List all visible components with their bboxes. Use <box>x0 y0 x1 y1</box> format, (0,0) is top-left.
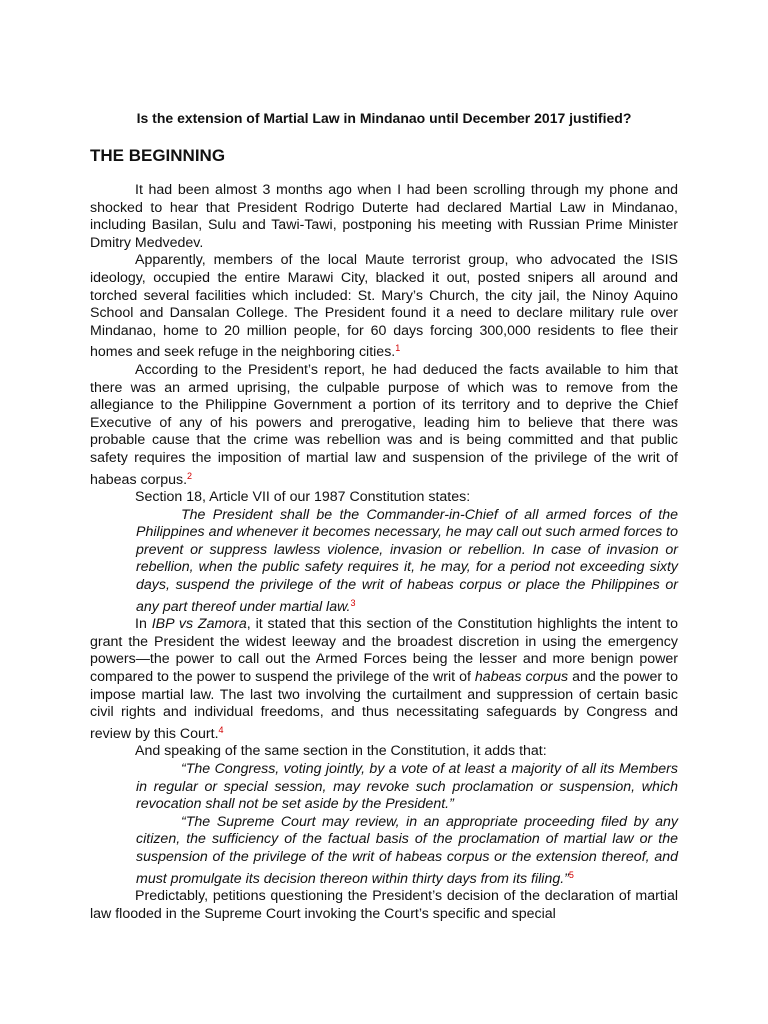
quote-supreme-court <box>136 814 678 888</box>
paragraph-maute-text: Apparently, members of the local Maute terrorist group, who advocated the ISIS ideology, occupied the entire Marawi City, blacked it out, posted snipers all around and torched several facilities which included: St. Mary’s Church, the city jail, the Ninoy Aquino School and Dansalan College. The President found it a need to declare military rule over Mindanao, home to 20 million people, for 60 days forcing 300,000 residents to flee their homes and seek refuge in the neighboring cities. <box>90 252 678 361</box>
paragraph-same-section <box>90 743 678 761</box>
paragraph-intro <box>90 182 678 252</box>
quote-congress-text: “The Congress, voting jointly, by a vote of at least a majority of all its Members in regular or special session, may revoke such proclamation or suspension, which revocation shall not be set aside by the President.” <box>136 761 678 813</box>
paragraph-intro-text: It had been almost 3 months ago when I had been scrolling through my phone and shocked to hear that President Rodrigo Duterte had declared Martial Law in Mindanao, including Basilan, Sulu and Tawi-Tawi, postponing his meeting with Russian Prime Minister Dmitry Medvedev. <box>90 182 678 251</box>
paragraph-section18-text: Section 18, Article VII of our 1987 Constitution states: <box>135 489 471 506</box>
footnote-ref-2[interactable]: 2 <box>187 470 193 481</box>
quote-supreme-court-text: “The Supreme Court may review, in an appropriate proceeding filed by any citizen, the sufficiency of the factual basis of the proclamation of martial law or the suspension of the privilege of the writ of habeas corpus or the extension thereof, and must promulgate its decision thereon within thirty days from its filing.” <box>136 813 678 887</box>
paragraph-maute <box>90 252 678 362</box>
quote-constitution <box>136 507 678 617</box>
paragraph-report <box>90 362 678 489</box>
quote-constitution-text: The President shall be the Commander-in-Chief of all armed forces of the Philippines and whenever it becomes necessary, he may call out such armed forces to prevent or suppress lawless violence, invasion or rebellion. In case of invasion or rebellion, when the public safety requires it, he may, for a period not exceeding sixty days, suspend the privilege of the writ of habeas corpus or place the Philippines or any part thereof under martial law. <box>136 506 678 615</box>
paragraph-ibp-text-c: and the power to impose martial law. The last two involving the curtailment and suppression of certain basic civil rights and individual freedoms, and thus necessitating safeguards by Congress and review by this Court. <box>90 669 678 742</box>
document-title: Is the extension of Martial Law in Mindanao until December 2017 justified? <box>136 110 632 126</box>
paragraph-ibp-text-a: In <box>135 616 152 633</box>
footnote-ref-3[interactable]: 3 <box>350 597 356 608</box>
paragraph-ibp-text-b: , it stated that this section of the Constitution highlights the intent to grant the President the widest leeway and the broadest discretion in using the emergency powers—the power to call out the Armed Forces being the lesser and more benign power compared to the power to suspend the privilege of the writ of <box>90 616 678 686</box>
paragraph-same-section-text: And speaking of the same section in the Constitution, it adds that: <box>135 743 547 760</box>
paragraph-ibp <box>90 616 678 743</box>
paragraph-petitions-text: Predictably, petitions questioning the President’s decision of the declaration of martial law flooded in the Supreme Court invoking the Court’s specific and special <box>90 888 678 922</box>
case-name: IBP vs Zamora <box>151 616 247 633</box>
footnote-ref-1[interactable]: 1 <box>395 343 401 354</box>
footnote-ref-5[interactable]: 5 <box>568 869 574 880</box>
habeas-corpus-term: habeas corpus <box>474 669 569 686</box>
document-body <box>90 182 678 923</box>
paragraph-section18 <box>90 489 678 507</box>
quote-congress <box>136 761 678 814</box>
section-heading: THE BEGINNING <box>90 146 226 165</box>
paragraph-report-text: According to the President’s report, he had deduced the facts available to him that there was an armed uprising, the culpable purpose of which was to remove from the allegiance to the Philippine Government a portion of its territory and to deprive the Chief Executive of any of his powers and prerogative, leading him to believe that there was probable cause that the crime was rebellion was and is being committed and that public safety requires the imposition of martial law and suspension of the privilege of the writ of habeas corpus. <box>90 361 678 488</box>
paragraph-petitions <box>90 888 678 923</box>
footnote-ref-4[interactable]: 4 <box>218 724 224 735</box>
